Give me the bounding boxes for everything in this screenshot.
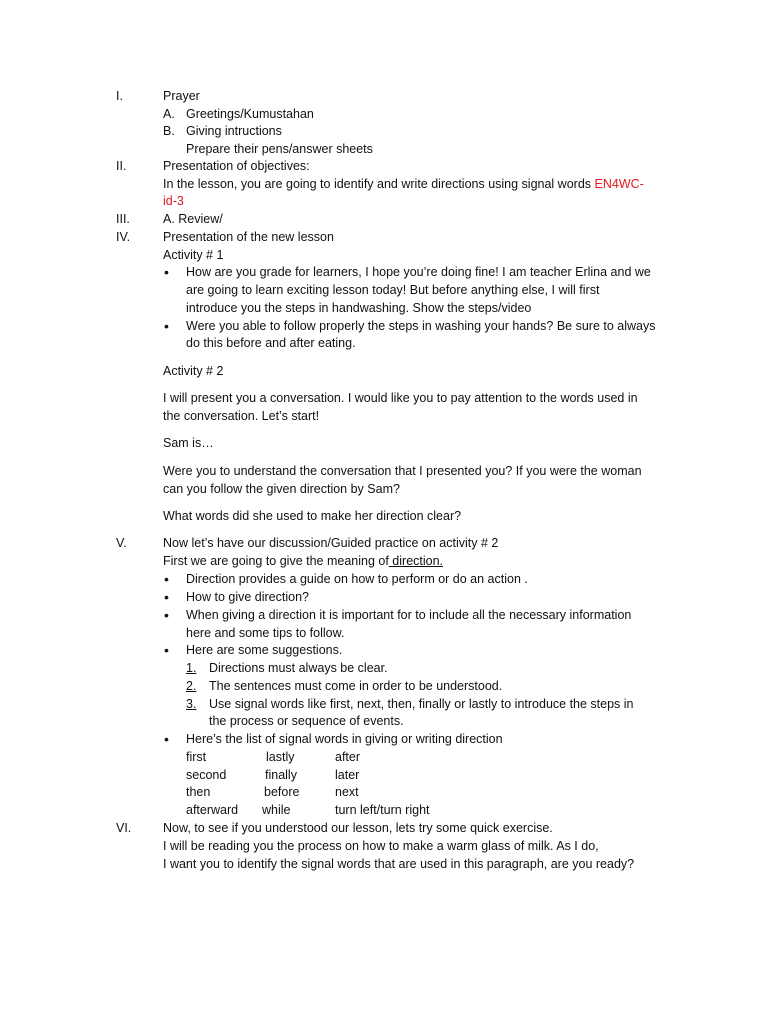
numbered-item-3-text-line-2: the process or sequence of events. <box>209 714 404 728</box>
bullet-icon: • <box>164 264 169 280</box>
signal-word: after <box>335 750 361 764</box>
list-letter-a: A. <box>163 107 175 121</box>
list-item-greetings: Greetings/Kumustahan <box>186 107 314 121</box>
signal-word: second <box>186 768 227 782</box>
signal-word: later <box>335 768 360 782</box>
objective-sentence: In the lesson, you are going to identify and write directions using signal words <box>163 177 592 191</box>
paragraph-question-line-1: Were you to understand the conversation that I presented you? If you were the woman <box>163 464 642 478</box>
list-item-instructions: Giving intructions <box>186 124 282 138</box>
section-1-title: Prayer <box>163 89 200 103</box>
bullet-direction-definition: Direction provides a guide on how to perform or do an action . <box>186 572 528 586</box>
bullet-icon: • <box>164 571 169 587</box>
exercise-line-2: I will be reading you the process on how to make a warm glass of milk. As I do, <box>163 839 599 853</box>
bullet-icon: • <box>164 318 169 334</box>
paragraph-handwash-line-1: Were you able to follow properly the steps in washing your hands? Be sure to always <box>186 319 656 333</box>
bullet-icon: • <box>164 589 169 605</box>
exercise-line-3: I want you to identify the signal words that are used in this paragraph, are you ready? <box>163 857 635 871</box>
meaning-prefix: First we are going to give the meaning of <box>163 554 389 568</box>
signal-word: before <box>264 785 300 799</box>
paragraph-sam: Sam is… <box>163 436 214 450</box>
exercise-line-1: Now, to see if you understood our lesson, lets try some quick exercise. <box>163 821 553 835</box>
signal-word: finally <box>265 768 297 782</box>
paragraph-handwash-line-2: do this before and after eating. <box>186 336 356 350</box>
numbered-item-2-number: 2. <box>186 679 197 693</box>
outline-numeral-3: III. <box>116 212 130 226</box>
signal-word: afterward <box>186 803 239 817</box>
section-2-title: Presentation of objectives: <box>163 159 310 173</box>
section-3-title: A. Review/ <box>163 212 223 226</box>
outline-numeral-4: IV. <box>116 230 131 244</box>
bullet-icon: • <box>164 607 169 623</box>
signal-word: while <box>262 803 291 817</box>
bullet-icon: • <box>164 642 169 658</box>
numbered-item-2-text: The sentences must come in order to be understood. <box>209 679 503 693</box>
section-5-title: Now let’s have our discussion/Guided practice on activity # 2 <box>163 536 499 550</box>
numbered-item-1-text: Directions must always be clear. <box>209 661 388 675</box>
paragraph-greeting-line-2: are going to learn exciting lesson today! But before anything else, I will first <box>186 283 600 297</box>
list-letter-b: B. <box>163 124 175 138</box>
outline-numeral-6: VI. <box>116 821 132 835</box>
outline-numeral-1: I. <box>116 89 123 103</box>
objective-text <box>163 176 644 192</box>
paragraph-greeting-line-3: introduce you the steps in handwashing. Show the steps/video <box>186 301 532 315</box>
signal-word: next <box>335 785 359 799</box>
bullet-icon: • <box>164 731 169 747</box>
bullet-how-to-give: How to give direction? <box>186 590 309 604</box>
meaning-line <box>163 553 443 569</box>
signal-word: turn left/turn right <box>335 803 430 817</box>
bullet-signal-words-list: Here’s the list of signal words in giving or writing direction <box>186 732 503 746</box>
bullet-suggestions: Here are some suggestions. <box>186 643 343 657</box>
paragraph-greeting-line-1: How are you grade for learners, I hope you’re doing fine! I am teacher Erlina and we <box>186 265 651 279</box>
numbered-item-3-text-line-1: Use signal words like first, next, then, finally or lastly to introduce the steps in <box>209 697 634 711</box>
signal-word: first <box>186 750 207 764</box>
numbered-item-1-number: 1. <box>186 661 197 675</box>
paragraph-question-line-2: can you follow the given direction by Sam? <box>163 482 400 496</box>
meaning-word: direction. <box>388 554 444 568</box>
outline-numeral-5: V. <box>116 536 127 550</box>
competency-code-continued: id-3 <box>163 194 184 208</box>
bullet-necessary-info-line-2: here and some tips to follow. <box>186 626 345 640</box>
section-4-title: Presentation of the new lesson <box>163 230 334 244</box>
signal-word: lastly <box>266 750 295 764</box>
paragraph-conversation-line-1: I will present you a conversation. I would like you to pay attention to the words used in <box>163 391 638 405</box>
numbered-item-3-number: 3. <box>186 697 197 711</box>
activity-1-heading: Activity # 1 <box>163 248 224 262</box>
list-item-instructions-sub: Prepare their pens/answer sheets <box>186 142 373 156</box>
signal-word: then <box>186 785 211 799</box>
paragraph-conversation-line-2: the conversation. Let’s start! <box>163 409 320 423</box>
bullet-necessary-info-line-1: When giving a direction it is important for to include all the necessary information <box>186 608 632 622</box>
outline-numeral-2: II. <box>116 159 127 173</box>
activity-2-heading: Activity # 2 <box>163 364 224 378</box>
competency-code: EN4WC- <box>594 177 644 191</box>
paragraph-words-question: What words did she used to make her direction clear? <box>163 509 462 523</box>
